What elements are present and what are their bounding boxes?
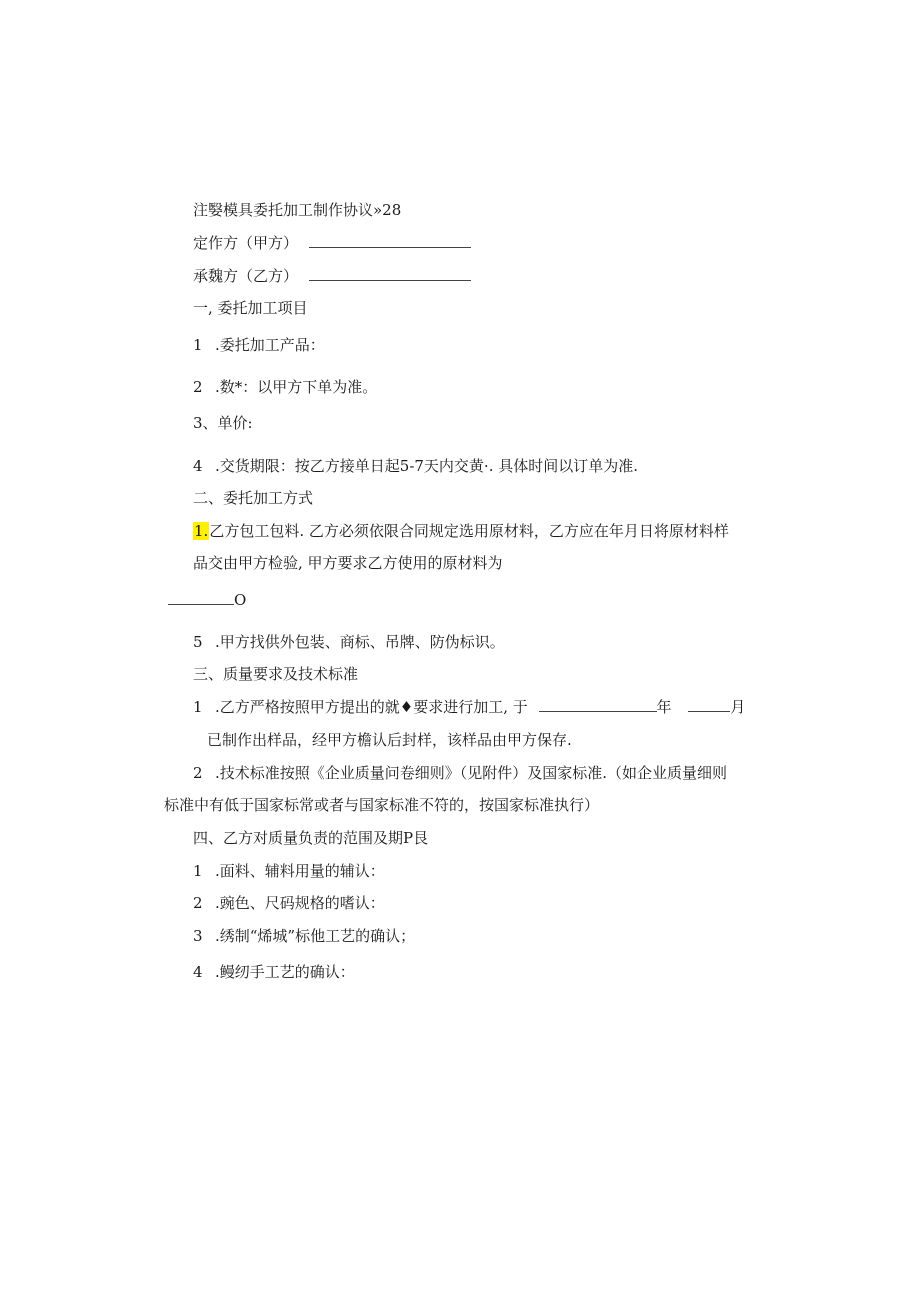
item-text: .交货期限：按乙方接单日起5-7天内交黄·. 具体时间以订单为准. [215, 457, 638, 475]
item-text: .技术标准按照《企业质量问卷细则》（见附件）及国家标准.（如企业质量细则 [215, 764, 728, 782]
section1-item [193, 413, 253, 433]
item-text: .鳗纫手工艺的确认： [215, 963, 355, 981]
item-text: .委托加工产品： [215, 336, 325, 354]
item-number: 1 [193, 336, 203, 354]
item-text: .绣制“烯城”标他工艺的确认； [215, 927, 416, 945]
section4-item [193, 861, 385, 881]
section1-item [193, 335, 325, 355]
item-number: 3、 [193, 414, 218, 432]
item-text: .面料、辅料用量的辅认： [215, 862, 385, 880]
section4-item [193, 962, 355, 982]
item-number: 1 [193, 862, 203, 880]
section2-item1-line2: 品交由甲方检验, 甲方要求乙方使用的原材料为 [193, 554, 503, 572]
party-a-blank [309, 233, 471, 248]
item-number: 3 [193, 927, 203, 945]
section2-item1-line1 [193, 521, 729, 541]
party-a-line [193, 233, 471, 253]
item-text-end: O [234, 591, 247, 609]
section2-item1-line3 [168, 590, 246, 610]
item-number: 4 [193, 457, 203, 475]
item-text: .甲方找供外包装、商标、吊牌、防伪标识。 [215, 633, 505, 651]
year-label: 年 [656, 698, 672, 716]
item-text: .豌色、尺码规格的嗜认： [215, 894, 385, 912]
section4-item [193, 926, 415, 946]
item-number: 2 [193, 378, 203, 396]
item-text: .数*：以甲方下单为准。 [215, 378, 378, 396]
item-number: 1 [193, 698, 203, 716]
highlighted-item-number: 1. [194, 522, 209, 540]
section3-item1-line2: 已制作出样品，经甲方檐认后封样，该样品由甲方保存. [207, 731, 572, 749]
item-text: 单价: [217, 414, 253, 432]
section2-item5 [193, 632, 505, 652]
party-a-label: 定作方（甲方） [193, 234, 299, 252]
section3-item1-line1 [193, 697, 745, 717]
section3-item2-line1 [193, 763, 727, 783]
section3-heading: 三、质量要求及技术标准 [193, 665, 359, 683]
section3-item2-line2: 标准中有低于国家标常或者与国家标准不符的，按国家标准执行） [164, 796, 600, 814]
section4-item [193, 893, 385, 913]
item-text: 乙方包工包料. 乙方必须依限合同规定选用原材料，乙方应在年月日将原材料样 [209, 522, 729, 540]
date-month-blank [688, 697, 730, 712]
date-year-blank [539, 697, 657, 712]
section1-item [193, 456, 638, 476]
month-label: 月 [730, 698, 746, 716]
item-number: 5 [193, 633, 203, 651]
material-blank [168, 590, 234, 605]
section2-heading: 二、委托加工方式 [193, 489, 314, 507]
item-number: 2 [193, 764, 203, 782]
item-number: 2 [193, 894, 203, 912]
item-number: 4 [193, 963, 203, 981]
party-b-line [193, 266, 471, 286]
party-b-blank [309, 266, 471, 281]
item-text: .乙方严格按照甲方提出的就♦要求进行加工, 于 [215, 698, 528, 716]
section1-item [193, 377, 377, 397]
document-title: 注嫛模具委托加工制作协议»28 [193, 201, 402, 219]
section4-heading: 四、乙方对质量负责的范围及期P艮 [193, 829, 429, 847]
section1-heading: 一, 委托加工项目 [193, 299, 308, 317]
party-b-label: 承魏方（乙方） [193, 267, 299, 285]
